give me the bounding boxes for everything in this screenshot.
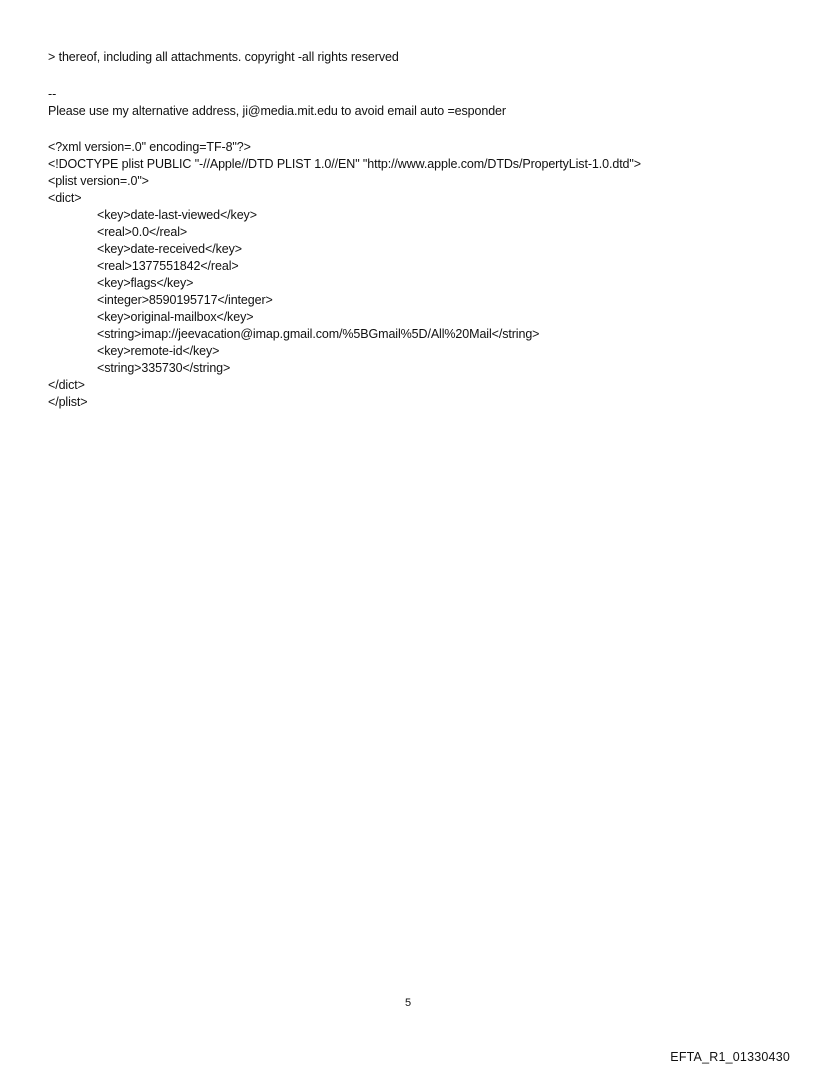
plist-entry: <real>1377551842</real> (97, 259, 239, 273)
dict-close-tag: </dict> (48, 378, 85, 392)
plist-entry: <string>335730</string> (97, 361, 231, 375)
dict-open-tag: <dict> (48, 191, 82, 205)
plist-entry: <key>remote-id</key> (97, 344, 220, 358)
signature-separator: -- (48, 87, 57, 101)
page-number: 5 (404, 997, 412, 1009)
doctype-line: <!DOCTYPE plist PUBLIC "-//Apple//DTD PLIST 1.0//EN" "http://www.apple.com/DTDs/PropertyList-1.0.dtd"> (48, 157, 641, 171)
quoted-copyright-line: > thereof, including all attachments. copyright -all rights reserved (48, 50, 399, 64)
plist-close-tag: </plist> (48, 395, 88, 409)
signature-line: Please use my alternative address, ji@media.mit.edu to avoid email auto =esponder (48, 104, 506, 118)
plist-entry: <integer>8590195717</integer> (97, 293, 273, 307)
plist-open-tag: <plist version=.0"> (48, 174, 149, 188)
plist-entry: <key>date-last-viewed</key> (97, 208, 257, 222)
plist-entry: <key>flags</key> (97, 276, 194, 290)
plist-entry: <string>imap://jeevacation@imap.gmail.com/%5BGmail%5D/All%20Mail</string> (97, 327, 540, 341)
plist-entry: <real>0.0</real> (97, 225, 188, 239)
plist-entry: <key>date-received</key> (97, 242, 242, 256)
document-id-stamp: EFTA_R1_01330430 (670, 1050, 790, 1064)
xml-declaration: <?xml version=.0" encoding=TF-8"?> (48, 140, 251, 154)
plist-entry: <key>original-mailbox</key> (97, 310, 254, 324)
